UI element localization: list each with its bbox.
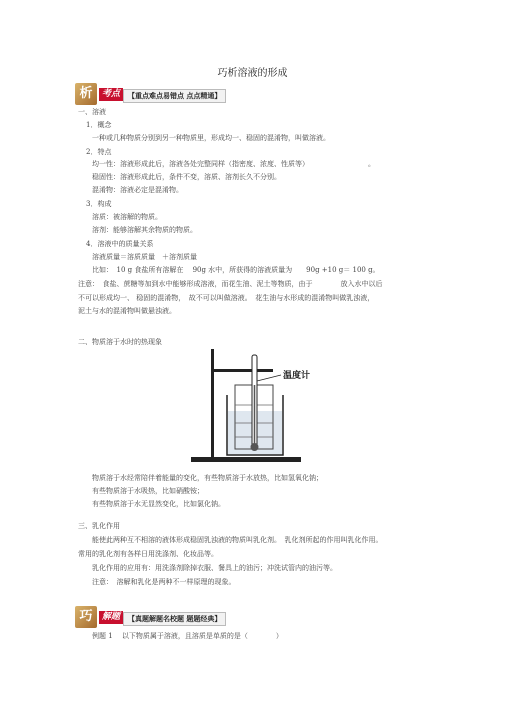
section-heading: 三、乳化作用: [78, 522, 120, 530]
banner-glyph: 巧: [75, 606, 97, 628]
banner-text: 【重点难点易错点 点点精通】: [123, 89, 226, 103]
paragraph: 一种或几种物质分别到另一种物质里，形成均一、稳固的混淆物，叫做溶液。: [92, 134, 330, 142]
banner-tag: 解题: [99, 611, 123, 624]
paragraph: 物质溶于水经常陪伴着能量的变化，有些物质溶于水放热，比如氢氧化钠；: [92, 474, 323, 482]
label-pointer: [257, 375, 281, 381]
paragraph: 乳化作用的应用有：用洗涤剂除掉衣服、餐具上的油污；冲洗试管内的油污等。: [92, 564, 337, 572]
banner-text: 【真题解题名校题 题题经典】: [123, 612, 226, 626]
section-heading: 二、物质溶于水时的热现象: [78, 338, 162, 346]
section-banner-solution: [75, 605, 285, 631]
banner-glyph: 析: [75, 83, 97, 105]
paragraph: 混淆物：溶液必定是混淆物。: [92, 186, 183, 194]
thermometer-label: 温度计: [283, 371, 311, 381]
paragraph: 稳固性：溶液形成此后，条件不变，溶质、溶剂长久不分别。: [92, 173, 281, 181]
clamp-arm: [211, 369, 273, 372]
paragraph: 比如： 10 g 食盐所有溶解在 90g 水中，所获得的溶液质量为 90g +10 g＝ 100 g。: [92, 266, 380, 274]
paragraph: 能使此两种互不相溶的液体形成稳固乳浊液的物质叫乳化剂。 乳化剂所起的作用叫乳化作用。: [92, 536, 383, 544]
paragraph-end: 。: [368, 160, 375, 168]
stand-base: [191, 457, 301, 462]
paragraph: 溶质：被溶解的物质。: [92, 213, 162, 221]
dissolving-apparatus-diagram: [185, 345, 335, 467]
note: 注意： 溶解和乳化是两种不一样原理的现象。: [92, 578, 236, 586]
subheading: 4．溶液中的质量关系: [86, 240, 154, 248]
paragraph: 常用的乳化剂有各样日用洗涤剂、化妆品等。: [78, 550, 218, 558]
subheading: 3．构成: [86, 200, 112, 208]
stand-rod: [211, 349, 214, 459]
subheading: 2．特点: [86, 148, 112, 156]
paragraph: 有些物质溶于水无显然变化，比如氯化钠。: [92, 500, 225, 508]
note: 泥土与水的混淆物叫做悬浊液。: [78, 307, 176, 315]
paragraph: 有些物质溶于水吸热，比如硝酸铵；: [92, 487, 204, 495]
paragraph: 溶剂：能够溶解其余物质的物质。: [92, 226, 197, 234]
section-banner-analysis: [75, 82, 285, 108]
note: 不可以形成均一、 稳固的混淆物， 故不可以叫做溶液。 花生油与水形成的混淆物叫做乳浊液，: [78, 294, 375, 302]
paragraph: 均一性：溶液形成此后，溶液各处完整同样（指密度、浓度、性质等）: [92, 160, 309, 168]
section-heading: 一、溶液: [78, 108, 106, 116]
banner-tag: 考点: [99, 88, 123, 101]
page-title: 巧析溶液的形成: [217, 68, 288, 79]
example-question: 例题 1 以下物质属于溶液，且溶质是单质的是（ ）: [92, 632, 283, 640]
note: 注意： 食盐、蔗糖等加到水中能够形成溶液，而花生油、泥土等物质，由于 放入水中以后: [78, 280, 383, 288]
subheading: 1．概念: [86, 121, 112, 129]
paragraph: 溶液质量＝溶质质量 ＋溶剂质量: [92, 253, 197, 261]
